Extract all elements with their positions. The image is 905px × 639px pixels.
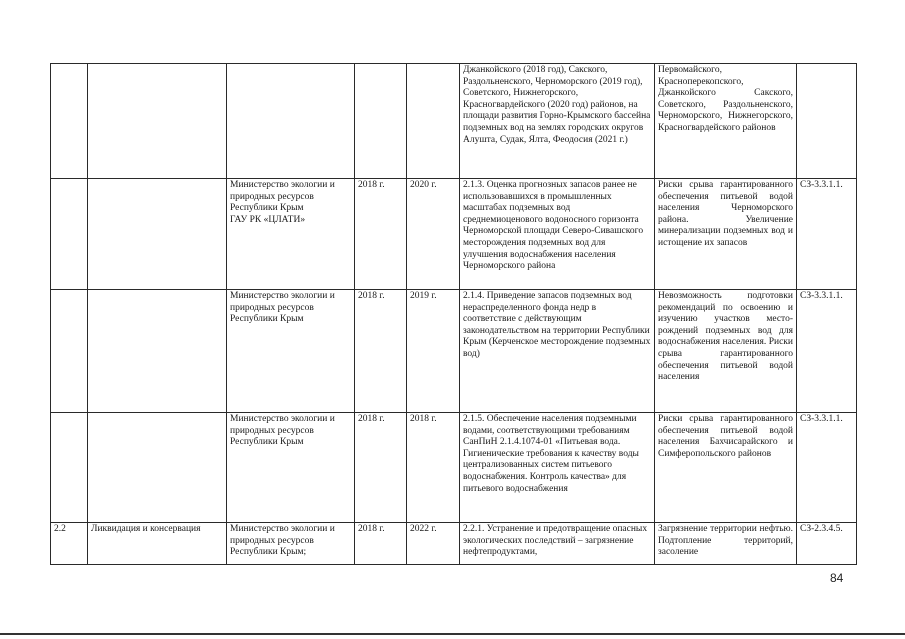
start-year-cell-text: 2018 г. <box>358 524 385 534</box>
start-year-cell <box>355 64 407 179</box>
executor-cell <box>227 413 355 523</box>
executor-cell <box>227 290 355 413</box>
risks-cell-text: Риски срыва гарантированного обеспечения питьевой водой населения Бахчисарайского и Симферопольского районов <box>658 414 793 459</box>
risks-cell <box>655 523 797 565</box>
end-year-cell <box>407 179 460 290</box>
risks-cell-text: Загрязнение территории нефтью. Подтопление территорий, засоление <box>658 524 793 558</box>
bottom-rule <box>0 633 905 635</box>
executor-cell <box>227 64 355 179</box>
measure-name-cell <box>88 179 227 290</box>
start-year-cell <box>355 290 407 413</box>
executor-cell <box>227 523 355 565</box>
executor-cell-text: Министерство экологии и природных ресурсов Республики Крым <box>230 414 335 448</box>
measure-description-cell-text: Джанкойского (2018 год), Сакского, Раздольненского, Черноморского (2019 год), Советского, Нижнегорского, Красногвардейского (2020 год) районов, на площади развития Горно-Крымского бассейна подземных вод на землях городских округов Алушта, Судак, Ялта, Феодосия (2021 г.) <box>463 65 651 145</box>
code-cell-text: СЗ-3.3.1.1. <box>800 180 843 190</box>
start-year-cell-text: 2018 г. <box>358 414 385 424</box>
executor-cell <box>227 179 355 290</box>
row-number-cell <box>51 179 88 290</box>
risks-cell <box>655 179 797 290</box>
row-number-cell <box>51 64 88 179</box>
end-year-cell-text: 2020 г. <box>410 180 437 190</box>
row-number-cell <box>51 290 88 413</box>
executor-cell-text: Министерство экологии и природных ресурсов Республики Крым ГАУ РК «ЦЛАТИ» <box>230 180 335 225</box>
table-row <box>51 290 857 413</box>
end-year-cell-text: 2018 г. <box>410 414 437 424</box>
table-body <box>51 64 857 565</box>
measure-description-cell <box>460 523 655 565</box>
measure-description-cell <box>460 413 655 523</box>
table-row <box>51 179 857 290</box>
risks-cell-text: Первомайского, Красноперекопского, Джанкойского Сакского, Советского, Раздольненского, Черноморского, Нижнегорского, Красногвардейского районов <box>658 65 793 133</box>
code-cell <box>797 413 857 523</box>
end-year-cell <box>407 290 460 413</box>
code-cell <box>797 64 857 179</box>
measure-description-cell-text: 2.1.5. Обеспечение населения подземными водами, соответствующими требованиям СанПиН 2.1.4.1074-01 «Питьевая вода. Гигиенические требования к качеству воды централизованных систем питьевого водоснабжения. Контроль качества» для питьевого водоснабжения <box>463 414 639 494</box>
measure-description-cell <box>460 179 655 290</box>
code-cell <box>797 179 857 290</box>
measure-description-cell <box>460 64 655 179</box>
start-year-cell-text: 2018 г. <box>358 291 385 301</box>
measure-name-cell-text: Ликвидация и консервация <box>91 524 201 534</box>
code-cell-text: СЗ-3.3.1.1. <box>800 291 843 301</box>
table-row <box>51 64 857 179</box>
measure-name-cell <box>88 523 227 565</box>
table-row <box>51 413 857 523</box>
measure-description-cell <box>460 290 655 413</box>
measure-name-cell <box>88 413 227 523</box>
row-number-cell <box>51 413 88 523</box>
measure-description-cell-text: 2.1.3. Оценка прогнозных запасов ранее не использовавшихся в промышленных масштабах подземных вод среднемиоценового водоносного горизонта Черноморской площади Северо-Сивашского месторождения подземных вод для улучшения водоснабжения населения Черноморского района <box>463 180 644 272</box>
measure-description-cell-text: 2.1.4. Приведение запасов подземных вод нераспределенного фонда недр в соответствие с действующим законодательством на территории Республики Крым (Керченское месторождение подземных вод) <box>463 291 651 359</box>
risks-cell <box>655 413 797 523</box>
end-year-cell <box>407 413 460 523</box>
code-cell <box>797 290 857 413</box>
risks-cell-text: Риски срыва гарантированного обеспечения питьевой водой населения Черноморского района. Увеличение минерализации подземных вод и истощение их запасов <box>658 180 793 248</box>
end-year-cell-text: 2022 г. <box>410 524 437 534</box>
program-measures-table <box>50 63 857 565</box>
measure-name-cell <box>88 290 227 413</box>
executor-cell-text: Министерство экологии и природных ресурсов Республики Крым <box>230 291 335 325</box>
code-cell-text: СЗ-3.3.1.1. <box>800 414 843 424</box>
row-number-cell-text: 2.2 <box>54 524 66 534</box>
page-number: 84 <box>830 571 844 585</box>
start-year-cell <box>355 179 407 290</box>
end-year-cell <box>407 64 460 179</box>
measure-description-cell-text: 2.2.1. Устранение и предотвращение опасных экологических последствий – загрязнение нефтепродуктами, <box>463 524 648 558</box>
table-row <box>51 523 857 565</box>
end-year-cell <box>407 523 460 565</box>
risks-cell-text: Невозможность подготовки рекомендаций по освоению и изучению участков место-рождений подземных вод для водоснабжения населения. Риски срыва гарантированного обеспечения питьевой водой населения <box>658 291 793 383</box>
executor-cell-text: Министерство экологии и природных ресурсов Республики Крым; <box>230 524 335 558</box>
start-year-cell-text: 2018 г. <box>358 180 385 190</box>
measure-name-cell <box>88 64 227 179</box>
row-number-cell <box>51 523 88 565</box>
risks-cell <box>655 64 797 179</box>
start-year-cell <box>355 413 407 523</box>
risks-cell <box>655 290 797 413</box>
start-year-cell <box>355 523 407 565</box>
code-cell <box>797 523 857 565</box>
code-cell-text: СЗ-2.3.4.5. <box>800 524 843 534</box>
end-year-cell-text: 2019 г. <box>410 291 437 301</box>
